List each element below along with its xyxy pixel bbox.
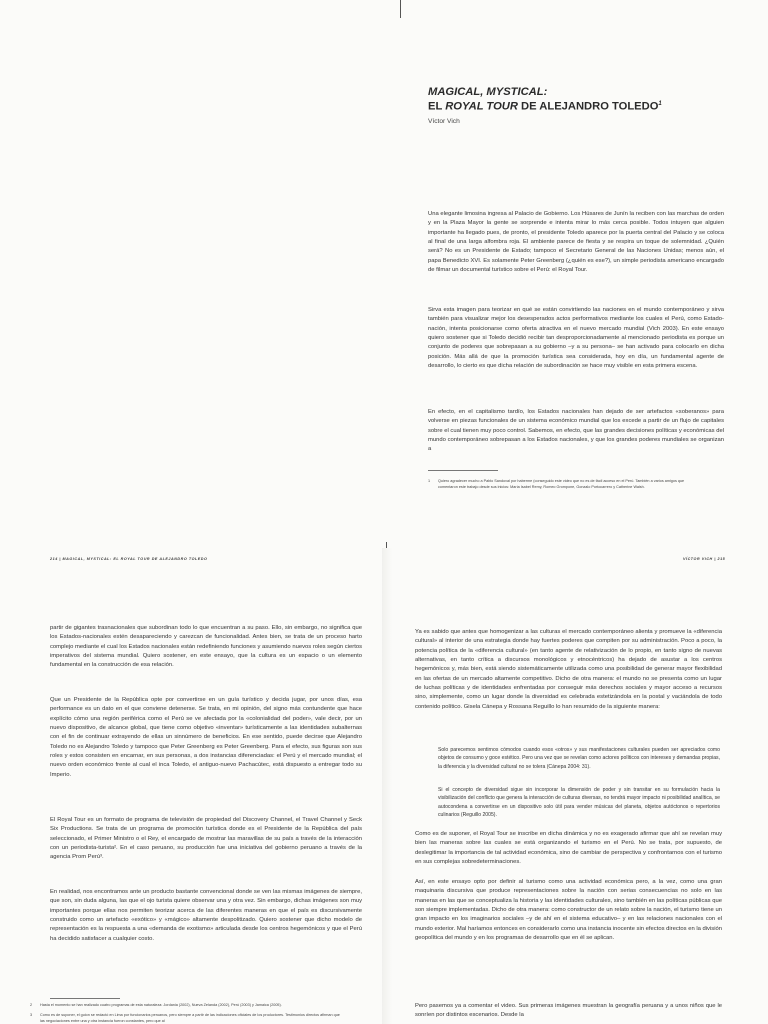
- paragraph: Sirva esta imagen para teorizar en qué se están convirtiendo las naciones en el mundo contemporáneo y sirva también para visualizar mejor los desesperados actos performativos mediante los cuales el Perú, como Estado-nación, intenta posicionarse como oferta atractiva en el nuevo mercado mundial (Vich 2003). En este ensayo quiero sostener que si Toledo decidió recibir tan desproporcionadamente al mencionado periodista es porque un conjunto de poderes que sobrepasan a su gobierno –y a su persona– se han activado para colocarlo en dicha posición. Más allá de que la promoción turística sea considerada, hoy en día, un fundamental agente de desarrollo, lo cierto es que dicha relación de subordinación se hace muy visible en esta primera escena.: [428, 307, 724, 370]
- paragraph: Una elegante limosina ingresa al Palacio de Gobierno. Los Húsares de Junín la reciben con las marchas de orden y en la Plaza Mayor la gente se sorprende e intenta mirar lo más cerca posible. Todos intuyen que alguien importante ha llegado pues, de pronto, el presidente Toledo aparece por la puerta central del Palacio y se coloca al final de una larga alfombra roja. El ambiente parece de fiesta y se respira un toque de solemnidad. ¿Quién será? No es un Presidente de Estado; tampoco el Secretario General de las Naciones Unidas; menos aún, el papa Benedicto XVI. Es solamente Peter Greenberg (¿quién es ese?), un simple periodista americano encargado de filmar un documental turístico sobre el Perú: el Royal Tour.: [428, 211, 724, 274]
- author-name: Víctor Vich: [428, 118, 460, 125]
- footnote-rule: [428, 470, 498, 471]
- block-quote: Si el concepto de diversidad sigue sin incorporar la dimensión de poder y sin transitar en su formulación hacia la visibilización del conflicto que genera la interacción de culturas diversas, no tendrá mayor impacto ni posibilidad analítica, se autocondena a convertirse en un dispositivo solo útil para vender músicas del planeta, objetos autóctonos o repertorios culinarios (Reguillo 2005).: [438, 787, 720, 818]
- running-header-left: 214 | MAGICAL, MYSTICAL: EL ROYAL TOUR DE ALEJANDRO TOLEDO: [50, 557, 208, 561]
- paragraph: Así, en este ensayo opto por definir al turismo como una actividad económica pero, a la vez, como una gran maquinaria discursiva que produce representaciones sobre la nación con serias consecuencias no solo en las maneras en las que se conceptualiza la historia y las identidades culturales, sino también en las políticas públicas que son siempre implementadas. Dicho de otra manera: como constructor de un relato sobre la nación, el turismo tiene un gran impacto en los imaginarios sociales –y de ahí en el sistema educativo– y en las relaciones nacionales con el mundo exterior. Mal haríamos entonces en considerarlo como una instancia inocente sin efectos directos en la división geopolítica del mundo y en los programas de desarrollo que en él se aplican.: [415, 879, 722, 942]
- running-header-right: VÍCTOR VICH | 215: [683, 557, 726, 561]
- footnote: 3 Como es de suponer, el guion se redactó en Lima por funcionarios peruanos, pero siempre a partir de las indicaciones oficiales de los productores. Testimonios directos afirman que las negociaciones entre una y otra instancia fueron constantes, pero que al: [30, 1013, 340, 1024]
- paragraph: Pero pasemos ya a comentar el video. Sus primeras imágenes muestran la geografía peruana y a unos niños que le sonríen por distintos escenarios. Desde la: [415, 1003, 722, 1019]
- paragraph: partir de gigantes trasnacionales que subordinan todo lo que encuentran a su paso. Ello, sin embargo, no significa que los Estados-nacionales estén desapareciendo y carezcan de funcionalidad. Antes bien, se trata de un proceso harto complejo mediante el cual los Estados nacionales están redefiniendo funciones y asumiendo nuevos roles según ciertos imperativos del sistema mundial. Quiero sostener, en este ensayo, que la cultura es un espacio o un elemento fundamental en la construcción de esa relación.: [50, 625, 362, 669]
- block-quote: Solo parecemos sentirnos cómodos cuando esos «otros» y sus manifestaciones culturales pueden ser apreciados como objetos de consumo y goce estético. Pero una vez que se revelan como actores políticos con intereses y demandas propias, la diferencia y la diversidad cultural no se tolera (Cánepa 2004: 31).: [438, 747, 720, 770]
- footnote-rule: [50, 998, 120, 999]
- article-title: [428, 86, 728, 114]
- book-gutter: [382, 548, 392, 1024]
- paragraph: Ya es sabido que antes que homogenizar a las culturas el mercado contemporáneo alienta y promueve la «diferencia cultural» al interior de una estrategia donde hay fuertes poderes que compiten por su administración. Poco a poco, la potencia política de la «diferencia cultural» (en tanto agente de relativización de lo propio, en tanto signo de nuevas alternativas, en tanto crítica a discursos monológicos y etnocéntricos) ha dejado de asustar a los centros hegemónicos y, más bien, está siendo sistemáticamente utilizada como una posibilidad de generar mayor flexibilidad en las ofertas de un mercado altamente competitivo. Dicho de otra manera: el mundo no se presenta como un lugar de luchas políticas y de identidades enfrentadas por conseguir más derechos sociales y mayor acceso a recursos sino, simplemente, como un lugar donde la diversidad es celebrada estetizándola en la postal y vaciándola de todo contenido político. Gisela Cánepa y Rossana Reguillo lo han resumido de la siguiente manera:: [415, 629, 722, 710]
- paragraph: En realidad, nos encontramos ante un producto bastante convencional donde se ven las mismas imágenes de siempre, que son, sin duda alguna, las que el ojo turista quiere observar una y otra vez. Sin embargo, dichas imágenes son muy importantes porque ellas nos permiten teorizar acerca de las diferentes maneras en que el país es discursivamente construido como un artefacto «exótico» y «mágico» altamente despolitizado. Quiero sostener que dicho modelo de representación es la respuesta a una «demanda de exotismo» articulada desde los centros hegemónicos y que el Perú ha decidido satisfacer a cualquier costo.: [50, 889, 362, 942]
- paragraph: Como es de suponer, el Royal Tour se inscribe en dicha dinámica y no es exagerado afirmar que ahí se revelan muy bien las maneras sobre las cuales se está organizando el turismo en el Perú. No se trata, por supuesto, de deslegitimar la importancia de tal actividad económica, sino de cambiar de perspectiva y confrontarnos con el turismo en sus complejas sobredeterminaciones.: [415, 831, 722, 866]
- paragraph: Que un Presidente de la República opte por convertirse en un guía turístico y decida jugar, por unos días, esa performance es un dato en el que conviene detenerse. Se trata, en mi opinión, del signo más contundente que hace explícito cómo una región periférica como el Perú se ve afectada por la «colonialidad del poder», vale decir, por un nuevo dispositivo, de alcance global, que tiene como objetivo «inventar» turísticamente a las identidades subalternas con el fin de continuar extrayendo de ellas un sinnúmero de beneficios. En ese sentido, puede decirse que Alejandro Toledo no es Alejandro Toledo y tampoco que Peter Greenberg es Peter Greenberg. Para el efecto, sus figuras son sus roles y estos consisten en encarnar, en sus personas, a dos instancias diferenciadas: el Perú y el mercado mundial; el nuevo orden económico frente al cual el inca Toledo, el antiguo-nuevo Pachacútec, está dispuesto a entregar todo su Imperio.: [50, 697, 362, 778]
- crop-mark: [400, 0, 401, 18]
- footnote: 2 Hasta el momento se han realizado cuatro programas de esta naturaleza: Jordania (2002), Nueva Zelanda (2002), Perú (2003) y Jamaica (2005).: [30, 1003, 282, 1007]
- footnote: 1 Quiero agradecer mucho a Pablo Sandoval por haberme (conseguido este video que no es de fácil acceso en el Perú. También a varios amigos que comentaron este trabajo desde sus inicios: María Isabel Remy, Romeo Grompone, Gonzalo Portocarrero y Catherine Walsh.: [428, 479, 685, 490]
- title-line-1: MAGICAL, MYSTICAL:: [428, 86, 548, 98]
- paragraph: El Royal Tour es un formato de programa de televisión de propiedad del Discovery Channel, el Travel Channel y Seck Six Productions. Se trata de un programa de promoción turística donde es el Presidente de la República del país seleccionado, el Primer Ministro o el Rey, el encargado de mostrar las maravillas de su país a través de la interacción con un periodista-turista². En el caso peruano, su producción fue una iniciativa del gobierno peruano a través de la agencia Prom Perú³.: [50, 817, 362, 861]
- title-line-2: EL ROYAL TOUR DE ALEJANDRO TOLEDO$^1$: [428, 101, 662, 114]
- paragraph: En efecto, en el capitalismo tardío, los Estados nacionales han dejado de ser artefactos «soberanos» para volverse en piezas funcionales de un sistema económico mundial que los excede a partir de un flujo de capitales sobre el cual tienen muy poco control. Sabemos, en efecto, que las grandes decisiones políticas y económicas del mundo contemporáneo sobrepasan a los Estados nacionales, y que los grandes poderes mundiales se organizan a: [428, 409, 724, 453]
